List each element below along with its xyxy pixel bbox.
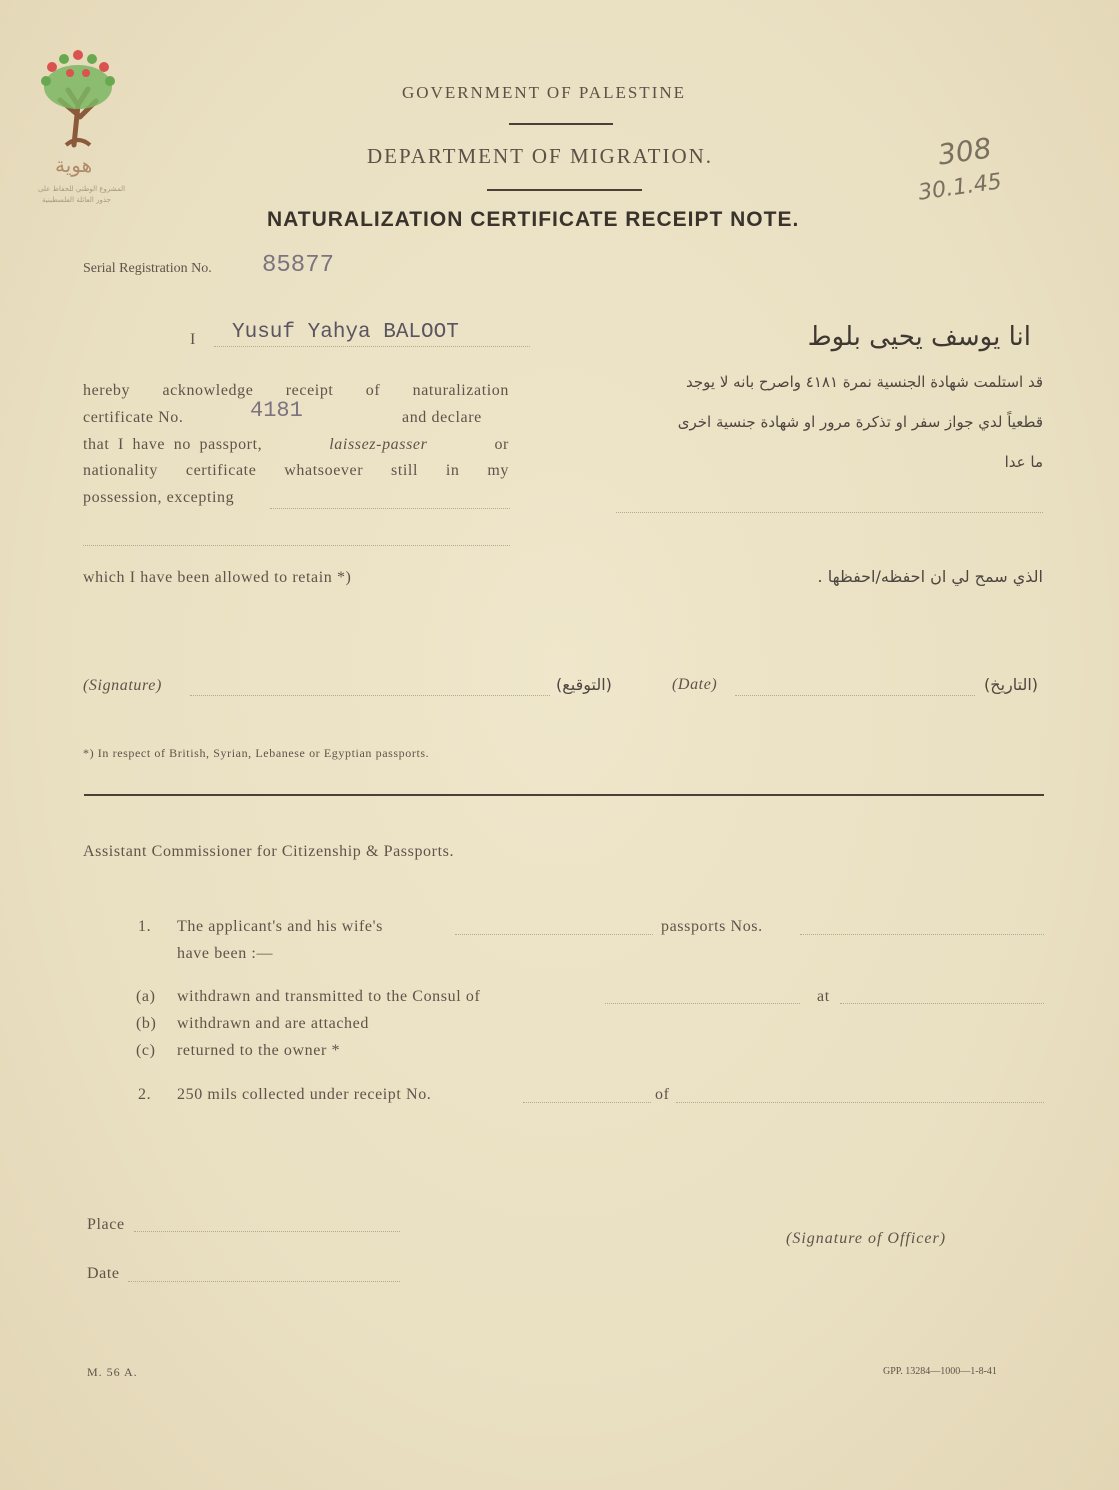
arabic-line-3: ما عدا — [1004, 453, 1043, 471]
declaration-line-2a: certificate No. — [83, 409, 184, 426]
arabic-retain: الذي سمح لي ان احفظه/احفظها . — [817, 567, 1043, 586]
place-line — [134, 1231, 400, 1232]
print-code: GPP. 13284—1000—1-8-41 — [883, 1366, 997, 1377]
arabic-line-1: قد استلمت شهادة الجنسية نمرة ٤١٨١ واصرح بانه لا يوجد — [686, 373, 1043, 391]
item-1-line — [455, 934, 653, 935]
footnote: *) In respect of British, Syrian, Lebanese or Egyptian passports. — [83, 746, 430, 760]
date-line — [735, 695, 975, 696]
logo — [30, 45, 130, 215]
item-1-passports: passports Nos. — [661, 918, 763, 935]
arabic-blank-line — [616, 512, 1043, 513]
item-b-text: withdrawn and are attached — [177, 1015, 369, 1032]
declaration-line-1: hereby acknowledge receipt of naturalization — [83, 382, 509, 399]
handwritten-date: 30.1.45 — [916, 169, 1004, 206]
item-2-number: 2. — [138, 1086, 152, 1103]
declaration-line-4: nationality certificate whatsoever still in my — [83, 462, 509, 479]
item-2-of: of — [655, 1086, 670, 1103]
declaration-line-3b: or — [494, 436, 509, 453]
form-number: M. 56 A. — [87, 1365, 138, 1379]
serial-number: 85877 — [262, 252, 335, 279]
handwritten-reference: 308 — [935, 131, 994, 172]
blank-line — [83, 545, 510, 546]
signature-line — [190, 695, 550, 696]
arabic-name-line: انا يوسف يحيى بلوط — [807, 322, 1031, 352]
commissioner-heading: Assistant Commissioner for Citizenship & Passports. — [83, 843, 455, 860]
declarant-i: I — [190, 331, 196, 348]
item-b-label: (b) — [136, 1015, 157, 1032]
logo-name: هوية — [55, 153, 93, 177]
item-a-text: withdrawn and transmitted to the Consul of — [177, 988, 481, 1005]
item-2-receipt-line — [523, 1102, 651, 1103]
declaration-line-3-italic: laissez-passer — [329, 436, 428, 453]
arabic-date-label: (التاريخ) — [984, 675, 1039, 694]
logo-caption-2: جذور العائلة الفلسطينية — [42, 196, 111, 204]
arabic-signature-label: (التوقيع) — [556, 675, 612, 694]
header-divider-1 — [509, 123, 613, 125]
item-1-text: The applicant's and his wife's — [177, 918, 383, 935]
department-heading: DEPARTMENT OF MIGRATION. — [367, 144, 714, 168]
arabic-line-2: قطعياً لدي جواز سفر او تذكرة مرور او شهادة جنسية اخرى — [677, 413, 1043, 431]
item-1-continuation: have been :— — [177, 945, 274, 962]
excepting-line — [270, 508, 510, 509]
date-label: (Date) — [672, 676, 718, 693]
officer-signature-label: (Signature of Officer) — [786, 1230, 947, 1247]
signature-label: (Signature) — [83, 677, 162, 694]
header-divider-2 — [487, 189, 642, 191]
item-c-text: returned to the owner * — [177, 1042, 341, 1059]
certificate-number: 4181 — [250, 398, 303, 423]
footer-date-line — [128, 1281, 400, 1282]
declaration-line-5: possession, excepting — [83, 489, 235, 506]
declaration-line-3 — [83, 436, 509, 454]
item-a-consul-line — [605, 1003, 800, 1004]
serial-label: Serial Registration No. — [83, 261, 212, 276]
item-1-passports-line — [800, 934, 1044, 935]
item-a-label: (a) — [136, 988, 156, 1005]
family-tree-logo-icon — [30, 45, 130, 155]
section-divider — [84, 794, 1044, 796]
item-c-label: (c) — [136, 1042, 156, 1059]
declaration-line-3a: that I have no passport, — [83, 436, 263, 453]
item-2-text: 250 mils collected under receipt No. — [177, 1086, 432, 1103]
logo-caption-1: المشروع الوطني للحفاظ على — [38, 185, 126, 193]
name-line — [214, 346, 530, 347]
item-2-of-line — [676, 1102, 1044, 1103]
declarant-name: Yusuf Yahya BALOOT — [232, 321, 459, 344]
item-1-number: 1. — [138, 918, 152, 935]
retain-text: which I have been allowed to retain *) — [83, 569, 352, 586]
page-title: NATURALIZATION CERTIFICATE RECEIPT NOTE. — [267, 208, 800, 231]
item-a-at: at — [817, 988, 830, 1005]
declaration-line-2b: and declare — [402, 409, 482, 426]
government-heading: GOVERNMENT OF PALESTINE — [402, 83, 687, 102]
footer-date-label: Date — [87, 1265, 120, 1282]
item-a-at-line — [840, 1003, 1044, 1004]
place-label: Place — [87, 1216, 125, 1233]
